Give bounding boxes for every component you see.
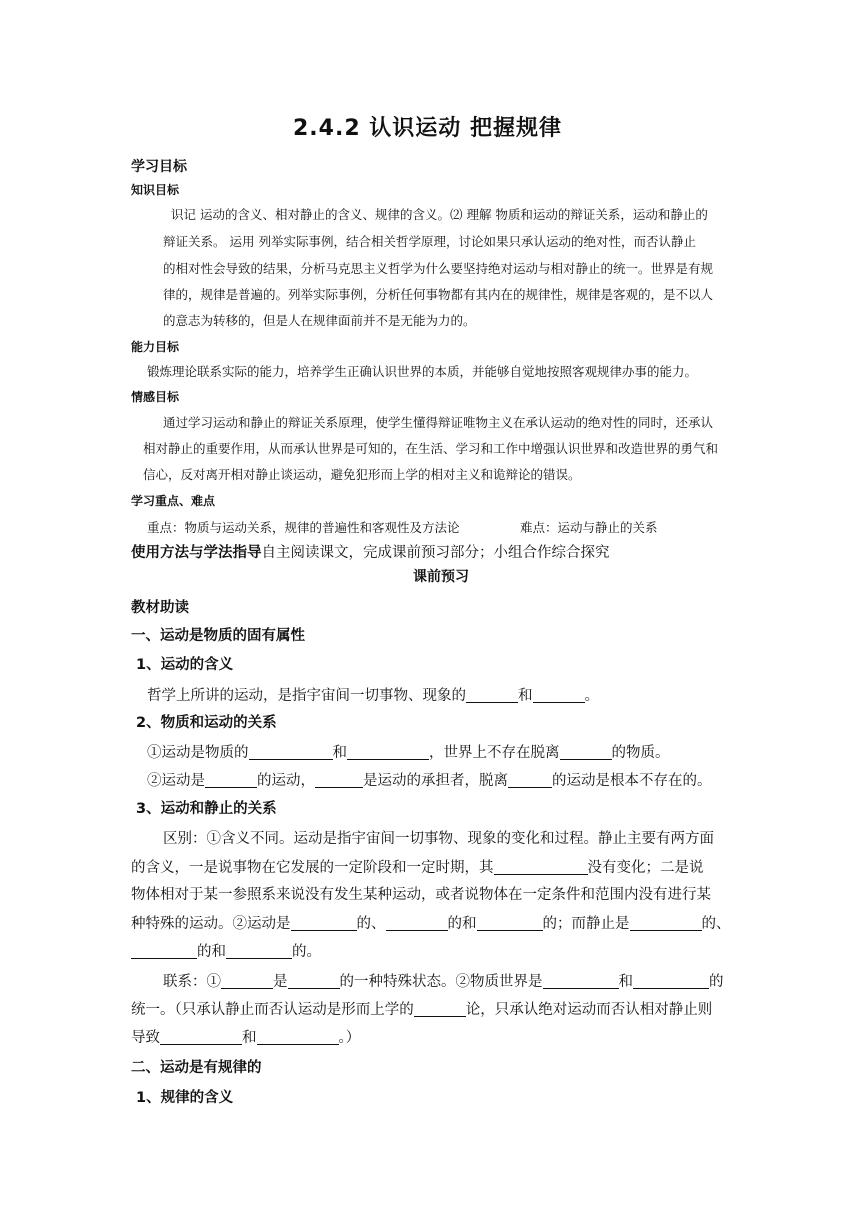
knowledge-heading: 知识目标 <box>131 183 180 197</box>
page-title: 2.4.2 认识运动 把握规律 <box>293 116 562 141</box>
subsection-2-1-heading: 1、规律的含义 <box>136 1090 234 1106</box>
fill-blank[interactable] <box>466 688 518 703</box>
fill-blank[interactable] <box>386 916 448 931</box>
fill-blank[interactable] <box>494 860 588 875</box>
fill-blank[interactable] <box>633 974 709 989</box>
guide-heading: 教材助读 <box>131 600 189 616</box>
difficult-point: 难点：运动与静止的关系 <box>520 520 658 535</box>
emotion-line: 信心，反对离开相对静止谈运动，避免犯形而上学的相对主义和诡辩论的错误。 <box>143 467 581 482</box>
subsection-1-1-heading: 1、运动的含义 <box>136 657 234 673</box>
s1-3-fill-line: 联系：① 是 的一种特殊状态。②物质世界是 和 的 <box>163 974 724 990</box>
s1-2-fill-line-b: ②运动是 的运动， 是运动的承担者，脱离 的运动是根本不存在的。 <box>147 773 712 789</box>
s1-3-fill-line: 的和 的。 <box>131 944 321 960</box>
fill-blank[interactable] <box>221 974 273 989</box>
knowledge-line: 识记 运动的含义、相对静止的含义、规律的含义。⑵ 理解 物质和运动的辩证关系，运动和静止的 <box>171 207 708 222</box>
fill-blank[interactable] <box>257 1030 339 1045</box>
knowledge-line: 的相对性会导致的结果，分析马克思主义哲学为什么要坚持绝对运动与相对静止的统一。世界是有规 <box>163 261 714 276</box>
s1-2-fill-line-a: ①运动是物质的 和 ，世界上不存在脱离 的物质。 <box>147 745 670 761</box>
fill-blank[interactable] <box>291 916 357 931</box>
method-line <box>131 546 610 561</box>
method-label: 使用方法与学法指导 <box>131 545 262 561</box>
fill-blank[interactable] <box>226 944 292 959</box>
subsection-1-2-heading: 2、物质和运动的关系 <box>136 715 277 731</box>
fill-blank[interactable] <box>477 916 543 931</box>
s1-3-line: 区别：①含义不同。运动是指宇宙间一切事物、现象的变化和过程。静止主要有两方面 <box>163 831 714 847</box>
s1-3-fill-line: 统一。（只承认静止而否认运动是形而上学的 论，只承认绝对运动而否认相对静止则 <box>131 1002 713 1018</box>
emotion-line: 相对静止的重要作用，从而承认世界是可知的，在生活、学习和工作中增强认识世界和改造世界的勇气和 <box>143 441 719 456</box>
fill-blank[interactable] <box>414 1002 466 1017</box>
s1-3-fill-line: 的含义，一是说事物在它发展的一定阶段和一定时期，其 没有变化；二是说 <box>131 860 704 876</box>
emotion-line: 通过学习运动和静止的辩证关系原理，使学生懂得辩证唯物主义在承认运动的绝对性的同时，还承认 <box>163 415 714 430</box>
knowledge-line: 辩证关系。 运用 列举实际事例，结合相关哲学原理，讨论如果只承认运动的绝对性，而否认静止 <box>163 234 696 249</box>
key-difficult-heading: 学习重点、难点 <box>131 494 216 508</box>
subsection-1-3-heading: 3、运动和静止的关系 <box>136 801 277 817</box>
fill-blank[interactable] <box>288 974 340 989</box>
section-2-heading: 二、运动是有规律的 <box>131 1060 262 1076</box>
preview-heading: 课前预习 <box>413 569 469 585</box>
fill-blank[interactable] <box>543 974 619 989</box>
fill-blank[interactable] <box>249 745 333 760</box>
objectives-heading: 学习目标 <box>131 159 187 175</box>
s1-3-fill-line: 导致 和 。） <box>131 1030 361 1046</box>
fill-blank[interactable] <box>205 773 257 788</box>
fill-blank[interactable] <box>131 944 197 959</box>
s1-3-fill-line: 种特殊的运动。②运动是 的、 的和 的；而静止是 的、 <box>131 916 731 932</box>
fill-blank[interactable] <box>160 1030 242 1045</box>
fill-blank[interactable] <box>508 773 552 788</box>
ability-heading: 能力目标 <box>131 340 180 354</box>
s1-3-line: 物体相对于某一参照系来说没有发生某种运动，或者说物体在一定条件和范围内没有进行某 <box>131 887 711 903</box>
key-point: 重点：物质与运动关系，规律的普遍性和客观性及方法论 <box>147 520 460 535</box>
fill-blank[interactable] <box>347 745 429 760</box>
emotion-heading: 情感目标 <box>131 390 180 404</box>
fill-blank[interactable] <box>533 688 585 703</box>
method-text: 自主阅读课文，完成课前预习部分；小组合作综合探究 <box>261 545 610 561</box>
knowledge-line: 律的，规律是普遍的。列举实际事例，分析任何事物都有其内在的规律性，规律是客观的，是不以人 <box>163 287 714 302</box>
fill-blank[interactable] <box>560 745 612 760</box>
section-1-heading: 一、运动是物质的固有属性 <box>131 628 305 644</box>
ability-text: 锻炼理论联系实际的能力，培养学生正确认识世界的本质，并能够自觉地按照客观规律办事的能力。 <box>147 364 698 379</box>
fill-blank[interactable] <box>630 916 702 931</box>
knowledge-line: 的意志为转移的，但是人在规律面前并不是无能为力的。 <box>163 313 476 328</box>
s1-1-fill-line: 哲学上所讲的运动，是指宇宙间一切事物、现象的 和 。 <box>147 688 599 704</box>
fill-blank[interactable] <box>315 773 363 788</box>
